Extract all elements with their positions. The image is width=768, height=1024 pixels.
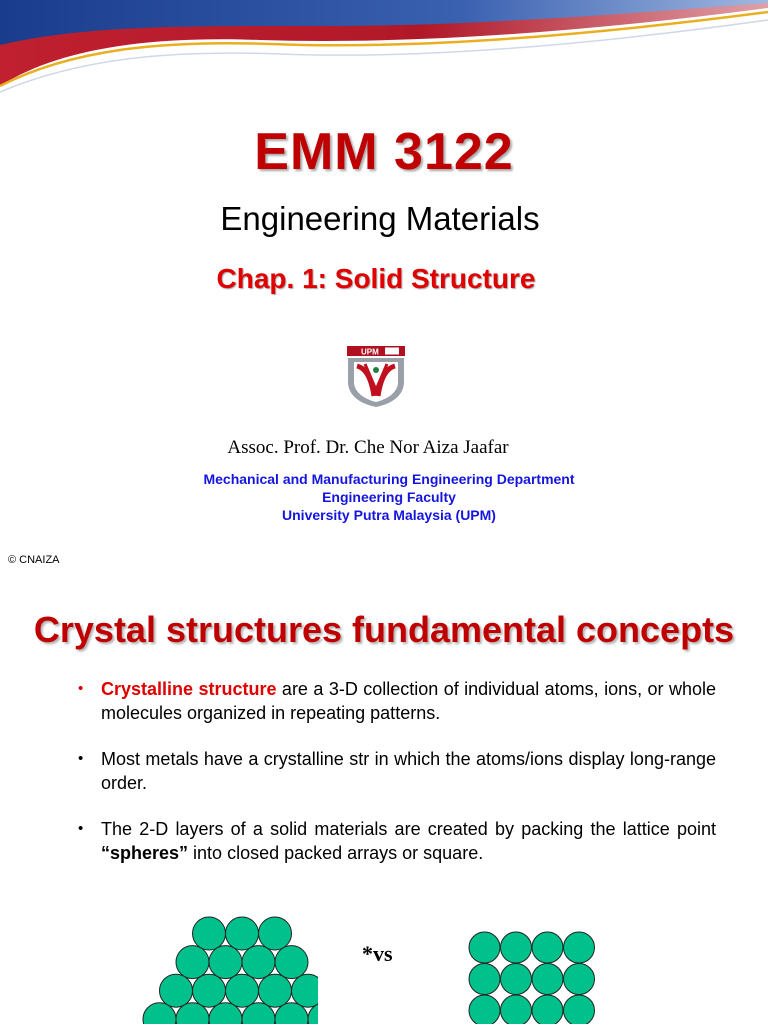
slide-title: Crystal structures fundamental concepts	[33, 609, 735, 650]
hexagonal-packing-diagram	[138, 910, 318, 1024]
highlight-term: Crystalline structure	[101, 679, 277, 699]
bullet-item	[78, 817, 716, 865]
sphere	[469, 995, 500, 1024]
course-name: Engineering Materials	[220, 200, 540, 237]
sphere	[564, 932, 595, 963]
sphere	[564, 964, 595, 995]
sphere	[242, 946, 275, 979]
logo-text: UPM	[361, 347, 379, 357]
bullet-text: Most metals have a crystalline str in which the atoms/ions display long-range order.	[101, 749, 716, 793]
sphere	[292, 974, 319, 1007]
bullet-text: are a 3-D collection of individual atoms, ions, or whole molecules organized in repeating patterns.	[101, 679, 717, 723]
sphere	[275, 946, 308, 979]
lecturer-name: Assoc. Prof. Dr. Che Nor Aiza Jaafar	[227, 437, 509, 458]
bullet-list	[78, 677, 716, 887]
bold-term: “spheres”	[101, 843, 189, 863]
sphere	[532, 995, 563, 1024]
chapter-title: Chap. 1: Solid Structure	[216, 263, 536, 294]
sphere	[501, 964, 532, 995]
sphere	[226, 917, 259, 950]
sphere	[532, 964, 563, 995]
bullet-dot-icon: •	[78, 750, 84, 767]
header-wave-banner	[0, 0, 768, 100]
bullet-item	[78, 747, 716, 795]
department-line: Mechanical and Manufacturing Engineering Department	[203, 471, 575, 487]
faculty-line: Engineering Faculty	[322, 489, 456, 505]
sphere	[469, 964, 500, 995]
sphere	[259, 917, 292, 950]
upm-logo	[347, 346, 405, 408]
vs-label: *vs	[362, 941, 393, 966]
sphere	[469, 932, 500, 963]
course-code: EMM 3122	[254, 123, 514, 181]
sphere	[176, 946, 209, 979]
copyright-notice: © CNAIZA	[8, 554, 60, 566]
bullet-dot-icon: •	[78, 680, 84, 697]
bullet-text: The 2-D layers of a solid materials are created by packing the lattice point	[101, 819, 716, 839]
sphere	[193, 974, 226, 1007]
sphere	[564, 995, 595, 1024]
bullet-item	[78, 677, 716, 725]
content-slide	[0, 585, 768, 1024]
sphere	[532, 932, 563, 963]
square-packing-diagram	[462, 927, 602, 1024]
sphere	[209, 946, 242, 979]
sphere	[501, 995, 532, 1024]
sphere	[501, 932, 532, 963]
bullet-dot-icon: •	[78, 820, 84, 837]
bullet-text: into closed packed arrays or square.	[188, 843, 484, 863]
sphere	[160, 974, 193, 1007]
sphere	[193, 917, 226, 950]
sphere	[259, 974, 292, 1007]
university-line: University Putra Malaysia (UPM)	[282, 507, 496, 523]
sphere	[226, 974, 259, 1007]
